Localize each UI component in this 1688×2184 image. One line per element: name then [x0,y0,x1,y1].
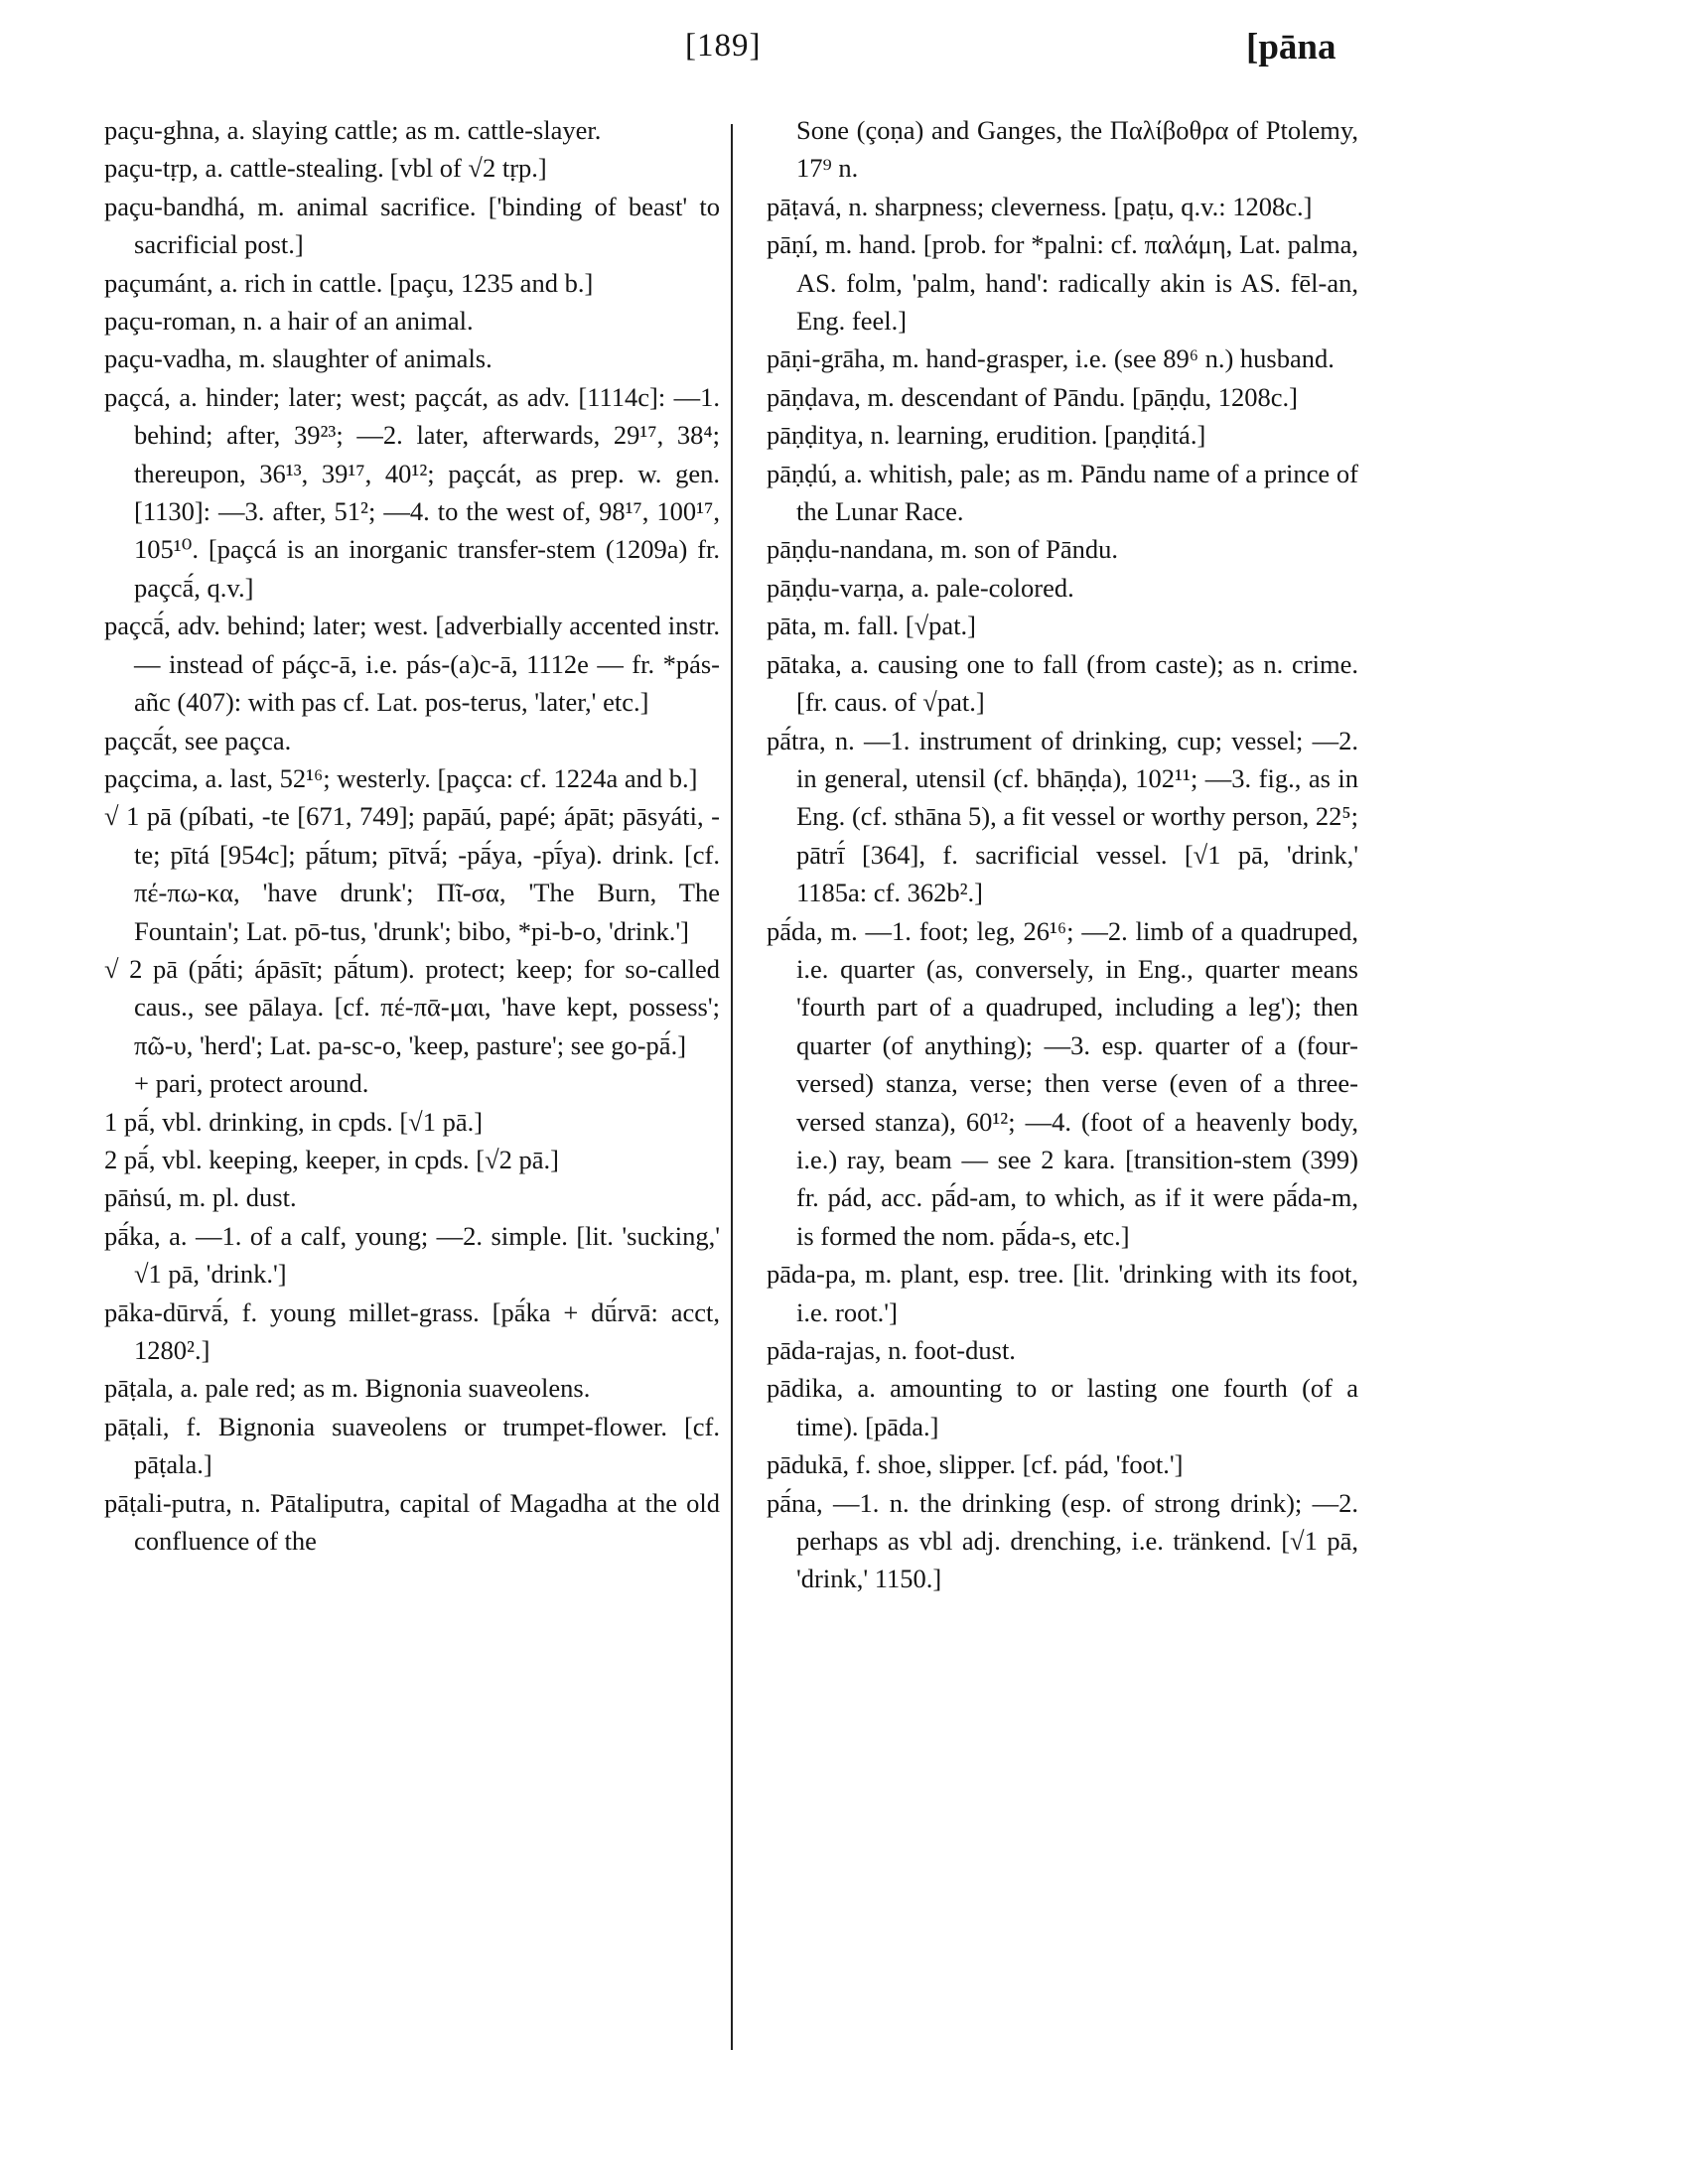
dictionary-entry-continuation: Sone (çoṇa) and Ganges, the Παλίβοθρα of Ptolemy, 17⁹ n. [796,115,1358,184]
guide-word: [pāna [1246,27,1336,68]
dictionary-entry: pāṇi-grāha, m. hand-grasper, i.e. (see 89⁶ n.) husband. [767,343,1335,374]
left-column [104,111,720,1560]
dictionary-subentry: + pari, protect around. [134,1068,369,1099]
dictionary-entry: pāṇḍava, m. descendant of Pāndu. [pāṇḍu, 1208c.] [767,381,1298,412]
dictionary-entry: pāda-rajas, n. foot-dust. [767,1335,1016,1365]
right-column [767,111,1358,1598]
dictionary-entry: 1 pā́, vbl. drinking, in cpds. [√1 pā.] [104,1106,484,1137]
dictionary-entry: pā́da, m. —1. foot; leg, 26¹⁶; —2. limb of a quadruped, i.e. quarter (as, conversely, in Eng., quarter means 'fourth part of a quadruped, including a leg'); then quarter (of anything); —3. esp. quarter of a (four-versed) stanza, verse; then verse (even of a three-versed stanza), 60¹²; —4. (foot of a heavenly body, i.e.) ray, beam — see 2 kara. [transition-stem (399) fr. pád, acc. pā́d-am, to which, as if it were pā́da-m, is formed the nom. pā́da-s, etc.] [767,915,1358,1251]
dictionary-entry: 2 pā́, vbl. keeping, keeper, in cpds. [√2 pā.] [104,1144,559,1174]
dictionary-entry: paçcā́, adv. behind; later; west. [adverbially accented instr. — instead of páçc-ā, i.e. pás-(a)c-ā, 1112e — fr. *pás-añc (407): with pas cf. Lat. pos-terus, 'later,' etc.] [104,611,720,718]
dictionary-entry: pātaka, a. causing one to fall (from caste); as n. crime. [fr. caus. of √pat.] [767,648,1358,718]
dictionary-entry: pā́tra, n. —1. instrument of drinking, cup; vessel; —2. in general, utensil (cf. bhāṇḍa), 102¹¹; —3. fig., as in Eng. (cf. sthāna 5), a fit vessel or worthy person, 22⁵; pātrī́ [364], f. sacrificial vessel. [√1 pā, 'drink,' 1185a: cf. 362b².] [767,725,1358,908]
dictionary-entry: √ 1 pā (píbati, -te [671, 749]; papāú, papé; ápāt; pāsyáti, -te; pītá [954c]; pā́tum; pītvā́; -pā́ya, -pī́ya). drink. [cf. πέ-πω-κα, 'have drunk'; Πῖ-σα, 'The Burn, The Fountain'; Lat. pō-tus, 'drunk'; bibo, *pi-b-o, 'drink.'] [104,801,720,946]
dictionary-entry: paçumánt, a. rich in cattle. [paçu, 1235 and b.] [104,267,594,298]
dictionary-entry: pāṇí, m. hand. [prob. for *palni: cf. παλάμη, Lat. palma, AS. folm, 'palm, hand': radically akin is AS. fēl-an, Eng. feel.] [767,229,1358,337]
dictionary-entry: pāda-pa, m. plant, esp. tree. [lit. 'drinking with its foot, i.e. root.'] [767,1259,1358,1327]
dictionary-entry: paçu-vadha, m. slaughter of animals. [104,343,492,374]
dictionary-entry: pāṇḍu-nandana, m. son of Pāndu. [767,534,1118,565]
dictionary-entry: paçcā́t, see paçca. [104,725,292,755]
column-divider [731,124,733,2050]
dictionary-entry: pā́ka, a. —1. of a calf, young; —2. simple. [lit. 'sucking,' √1 pā, 'drink.'] [104,1220,720,1290]
dictionary-entry: pāṭali, f. Bignonia suaveolens or trumpet-flower. [cf. pāṭala.] [104,1411,720,1480]
dictionary-entry: pāta, m. fall. [√pat.] [767,611,977,641]
dictionary-entry: paçcima, a. last, 52¹⁶; westerly. [paçca: cf. 1224a and b.] [104,762,698,793]
dictionary-entry: pāṭavá, n. sharpness; cleverness. [paṭu, q.v.: 1208c.] [767,191,1313,221]
dictionary-entry: pāṇḍu-varṇa, a. pale-colored. [767,572,1074,603]
dictionary-entry: paçu-ghna, a. slaying cattle; as m. cattle-slayer. [104,115,602,145]
dictionary-entry: pā́na, —1. n. the drinking (esp. of strong drink); —2. perhaps as vbl adj. drenching, i.e. tränkend. [√1 pā, 'drink,' 1150.] [767,1487,1358,1594]
dictionary-entry: pādukā, f. shoe, slipper. [cf. pád, 'foot.'] [767,1449,1184,1480]
page-number: [189] [685,28,762,64]
dictionary-entry: paçcá, a. hinder; later; west; paçcát, as adv. [1114c]: —1. behind; after, 39²³; —2. later, afterwards, 29¹⁷, 38⁴; thereupon, 36¹³, 39¹⁷, 40¹²; paçcát, as prep. w. gen. [1130]: —3. after, 51²; —4. to the west of, 98¹⁷, 100¹⁷, 105¹⁰. [paçcá is an inorganic transfer-stem (1209a) fr. paçcā́, q.v.] [104,381,720,603]
dictionary-entry: paçu-bandhá, m. animal sacrifice. ['binding of beast' to sacrificial post.] [104,191,720,260]
dictionary-entry: paçu-tṛp, a. cattle-stealing. [vbl of √2 tṛp.] [104,153,547,184]
dictionary-entry: pāṭala, a. pale red; as m. Bignonia suaveolens. [104,1373,591,1404]
dictionary-entry: pāka-dūrvā́, f. young millet-grass. [pā́ka + dū́rvā: acct, 1280².] [104,1297,720,1365]
dictionary-entry: pāṅsú, m. pl. dust. [104,1182,297,1213]
dictionary-entry: pāṇḍitya, n. learning, erudition. [paṇḍitá.] [767,420,1206,451]
dictionary-entry: pāṇḍú, a. whitish, pale; as m. Pāndu name of a prince of the Lunar Race. [767,458,1358,527]
dictionary-entry: pādika, a. amounting to or lasting one fourth (of a time). [pāda.] [767,1373,1358,1441]
dictionary-entry: √ 2 pā (pā́ti; ápāsīt; pā́tum). protect; keep; for so-called caus., see pālaya. [cf. πέ-πᾱ-μαι, 'have kept, possess'; πῶ-υ, 'herd'; Lat. pa-sc-o, 'keep, pasture'; see go-pā́.] [104,953,720,1060]
dictionary-entry: pāṭali-putra, n. Pātaliputra, capital of Magadha at the old confluence of the [104,1487,720,1557]
dictionary-entry: paçu-roman, n. a hair of an animal. [104,306,474,337]
